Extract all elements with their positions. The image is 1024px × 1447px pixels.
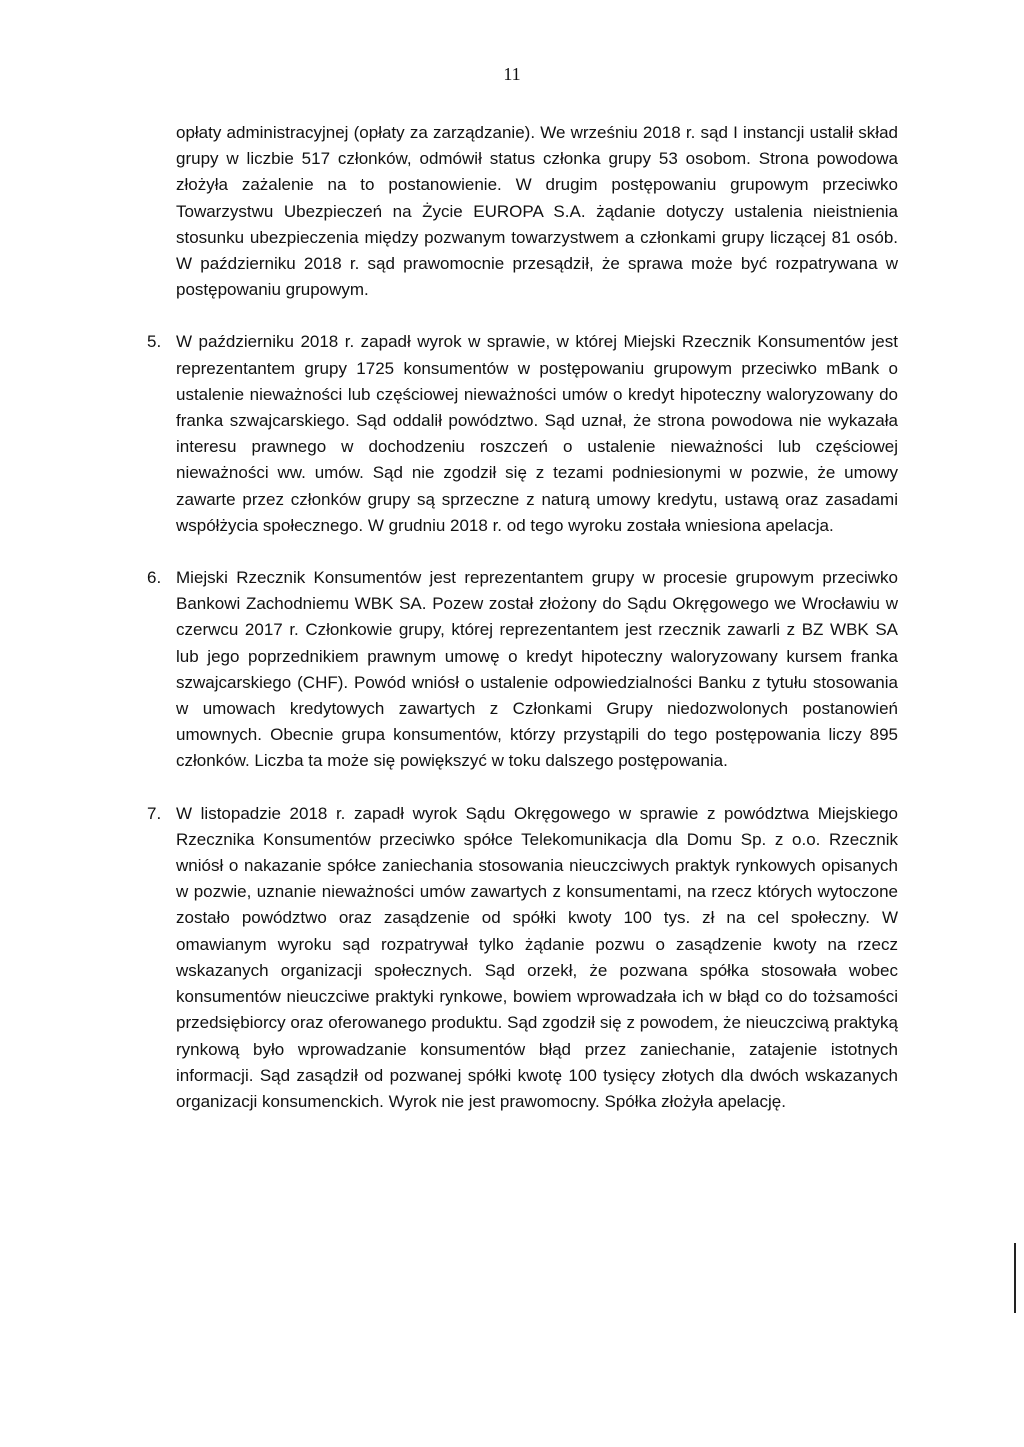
page-number: 11 xyxy=(503,64,521,84)
list-item-number: 5. xyxy=(147,332,162,352)
list-item-text: W październiku 2018 r. zapadł wyrok w sprawie, w której Miejski Rzecznik Konsumentów jest reprezentantem grupy 1725 konsumentów w postępowaniu grupowym przeciwko mBank o ustalenie nieważności lub częściowej nieważności umów o kredyt hipoteczny waloryzowany do franka szwajcarskiego. Sąd oddalił powództwo. Sąd uznał, że strona powodowa nie wykazała interesu prawnego w dochodzeniu roszczeń o ustalenie nieważności lub częściowej nieważności ww. umów. Sąd nie zgodził się z tezami podniesionymi w pozwie, że umowy zawarte przez członków grupy są sprzeczne z naturą umowy kredytu, ustawą oraz zasadami współżycia społecznego. W grudniu 2018 r. od tego wyroku została wniesiona apelacja. xyxy=(176,332,898,535)
list-item xyxy=(147,565,898,775)
list-item xyxy=(147,329,898,539)
list-item-number: 7. xyxy=(147,803,162,823)
list-item-text: Miejski Rzecznik Konsumentów jest reprezentantem grupy w procesie grupowym przeciwko Bankowi Zachodniemu WBK SA. Pozew został złożony do Sądu Okręgowego we Wrocławiu w czerwcu 2017 r. Członkowie grupy, której reprezentantem jest rzecznik zawarli z BZ WBK SA lub jego poprzednikiem prawnym umowę o kredyt hipoteczny waloryzowany kursem franka szwajcarskiego (CHF). Powód wniósł o ustalenie odpowiedzialności Banku z tytułu stosowania w umowach kredytowych zawartych z Członkami Grupy niedozwolonych postanowień umownych. Obecnie grupa konsumentów, którzy przystąpili do tego postępowania liczy 895 członków. Liczba ta może się powiększyć w toku dalszego postępowania. xyxy=(176,568,898,771)
list-item-text: W listopadzie 2018 r. zapadł wyrok Sądu Okręgowego w sprawie z powództwa Miejskiego Rzecznika Konsumentów przeciwko spółce Telekomunikacja dla Domu Sp. z o.o. Rzecznik wniósł o nakazanie spółce zaniechania stosowania nieuczciwych praktyk rynkowych opisanych w pozwie, uznanie nieważności umów zawartych z konsumentami, na rzecz których wytoczone zostało powództwo oraz zasądzenie od spółki kwoty 100 tys. zł na cel społeczny. W omawianym wyroku sąd rozpatrywał tylko żądanie pozwu o zasądzenie kwoty na rzecz wskazanych organizacji społecznych. Sąd orzekł, że pozwana spółka stosowała wobec konsumentów nieuczciwe praktyki rynkowe, bowiem wprowadzała ich w błąd co do tożsamości przedsiębiorcy oraz oferowanego produktu. Sąd zgodził się z powodem, że nieuczciwą praktyką rynkową było wprowadzanie konsumentów błąd przez zaniechanie, zatajenie istotnych informacji. Sąd zasądził od pozwanej spółki kwotę 100 tysięcy złotych dla dwóch wskazanych organizacji konsumenckich. Wyrok nie jest prawomocny. Spółka złożyła apelację. xyxy=(176,803,898,1111)
scan-edge-mark xyxy=(1014,1243,1016,1313)
list-item xyxy=(147,801,898,1115)
document-body xyxy=(147,120,898,1141)
intro-paragraph: opłaty administracyjnej (opłaty za zarządzanie). We wrześniu 2018 r. sąd I instancji ustalił skład grupy w liczbie 517 członków, odmówił status członka grupy 53 osobom. Strona powodowa złożyła zażalenie na to postanowienie. W drugim postępowaniu grupowym przeciwko Towarzystwu Ubezpieczeń na Życie EUROPA S.A. żądanie dotyczy ustalenia nieistnienia stosunku ubezpieczenia między pozwanym towarzystwem a członkami grupy liczącej 81 osób. W październiku 2018 r. sąd prawomocnie przesądził, że sprawa może być rozpatrywana w postępowaniu grupowym. xyxy=(176,123,898,300)
list-item-number: 6. xyxy=(147,568,162,588)
